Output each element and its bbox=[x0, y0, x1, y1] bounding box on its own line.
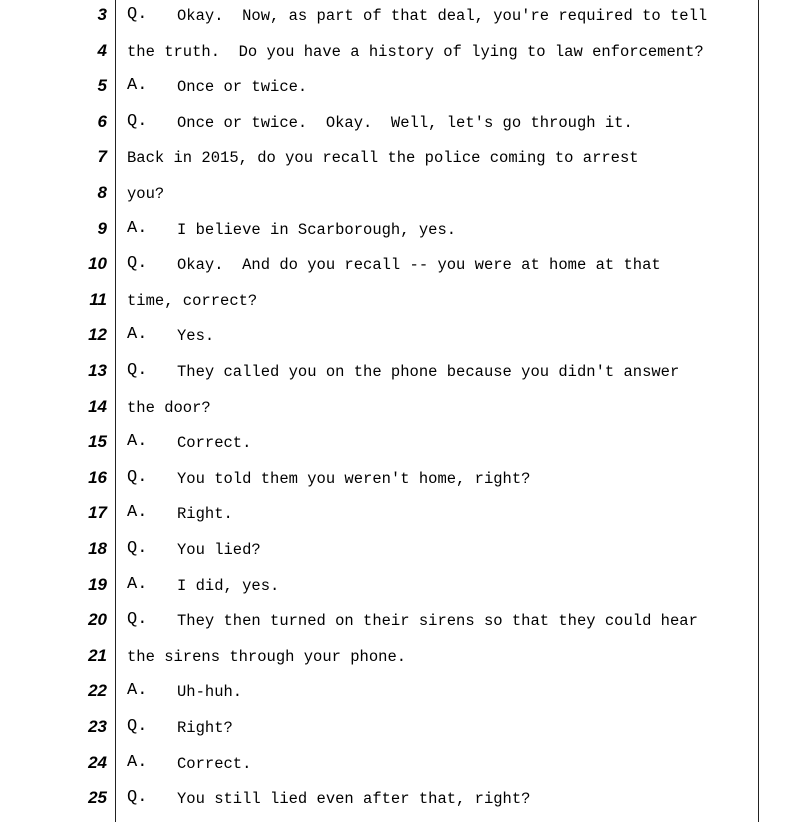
line-text: Right. bbox=[177, 505, 233, 524]
transcript-line bbox=[0, 712, 788, 748]
transcript-line bbox=[0, 748, 788, 784]
speaker-label: A. bbox=[127, 752, 148, 772]
line-number: 4 bbox=[97, 40, 107, 60]
line-text: Back in 2015, do you recall the police coming to arrest bbox=[127, 149, 639, 168]
transcript-line bbox=[0, 107, 788, 143]
line-number: 21 bbox=[88, 645, 107, 665]
transcript-line bbox=[0, 641, 788, 677]
transcript-line bbox=[0, 0, 788, 36]
line-number: 11 bbox=[89, 289, 107, 309]
line-number: 14 bbox=[88, 396, 107, 416]
line-number: 24 bbox=[88, 752, 107, 772]
line-number: 17 bbox=[88, 503, 107, 523]
transcript-line bbox=[0, 320, 788, 356]
speaker-label: Q. bbox=[127, 361, 148, 380]
speaker-label: Q. bbox=[127, 5, 148, 24]
line-number: 12 bbox=[88, 325, 107, 345]
line-text: You told them you weren't home, right? bbox=[177, 469, 531, 488]
line-number: 16 bbox=[88, 467, 107, 487]
line-text: Okay. Now, as part of that deal, you're required to tell bbox=[177, 7, 708, 25]
transcript-line bbox=[0, 214, 788, 250]
speaker-label: Q. bbox=[127, 788, 148, 808]
line-number: 8 bbox=[97, 183, 107, 202]
line-number: 3 bbox=[97, 5, 107, 24]
speaker-label: A. bbox=[127, 574, 148, 594]
line-text: the door? bbox=[127, 398, 211, 417]
transcript-line bbox=[0, 178, 788, 214]
speaker-label: A. bbox=[127, 432, 148, 452]
speaker-label: A. bbox=[127, 681, 148, 701]
transcript-line bbox=[0, 71, 788, 107]
line-number: 23 bbox=[88, 717, 107, 736]
line-number: 25 bbox=[88, 788, 107, 808]
transcript-line bbox=[0, 498, 788, 534]
line-text: time, correct? bbox=[127, 291, 258, 310]
line-number: 22 bbox=[88, 681, 107, 701]
line-text: Yes. bbox=[177, 327, 215, 346]
line-text: Uh-huh. bbox=[177, 683, 243, 702]
transcript-line bbox=[0, 142, 788, 178]
transcript-line bbox=[0, 570, 788, 606]
transcript-line bbox=[0, 36, 788, 72]
speaker-label: A. bbox=[127, 503, 148, 523]
speaker-label: Q. bbox=[127, 539, 148, 558]
speaker-label: A. bbox=[127, 325, 148, 345]
transcript-line bbox=[0, 427, 788, 463]
speaker-label: Q. bbox=[127, 717, 148, 736]
speaker-label: A. bbox=[127, 76, 148, 96]
line-number: 9 bbox=[97, 218, 107, 238]
line-text: I believe in Scarborough, yes. bbox=[177, 220, 457, 239]
line-number: 13 bbox=[88, 361, 107, 380]
transcript-line bbox=[0, 249, 788, 285]
line-text: They called you on the phone because you didn't answer bbox=[177, 363, 680, 381]
line-text: the sirens through your phone. bbox=[127, 647, 407, 666]
line-text: Right? bbox=[177, 719, 233, 737]
transcript-line bbox=[0, 534, 788, 570]
line-number: 7 bbox=[97, 147, 107, 167]
line-text: the truth. Do you have a history of lying to law enforcement? bbox=[127, 42, 704, 61]
speaker-label: Q. bbox=[127, 610, 148, 630]
speaker-label: Q. bbox=[127, 254, 148, 274]
line-text: I did, yes. bbox=[177, 576, 280, 595]
line-text: You still lied even after that, right? bbox=[177, 790, 531, 809]
line-text: Correct. bbox=[177, 434, 252, 453]
line-number: 18 bbox=[88, 539, 107, 558]
transcript-line bbox=[0, 392, 788, 428]
transcript-line bbox=[0, 783, 788, 819]
line-number: 10 bbox=[88, 254, 107, 274]
transcript-line bbox=[0, 356, 788, 392]
speaker-label: A. bbox=[127, 218, 148, 238]
line-text: Once or twice. Okay. Well, let's go through it. bbox=[177, 113, 633, 132]
line-number: 6 bbox=[97, 111, 107, 131]
transcript-line bbox=[0, 285, 788, 321]
line-text: you? bbox=[127, 185, 165, 203]
transcript-line bbox=[0, 463, 788, 499]
line-text: They then turned on their sirens so that they could hear bbox=[177, 612, 698, 631]
line-number: 19 bbox=[88, 574, 107, 594]
line-number: 20 bbox=[88, 610, 107, 630]
transcript-line bbox=[0, 605, 788, 641]
line-text: Okay. And do you recall -- you were at home at that bbox=[177, 256, 661, 275]
line-text: Once or twice. bbox=[177, 78, 308, 97]
line-number: 15 bbox=[88, 432, 107, 452]
speaker-label: Q. bbox=[127, 467, 148, 487]
line-text: You lied? bbox=[177, 541, 261, 559]
transcript-line bbox=[0, 676, 788, 712]
speaker-label: Q. bbox=[127, 111, 148, 131]
line-number: 5 bbox=[97, 76, 107, 96]
line-text: Correct. bbox=[177, 754, 252, 773]
